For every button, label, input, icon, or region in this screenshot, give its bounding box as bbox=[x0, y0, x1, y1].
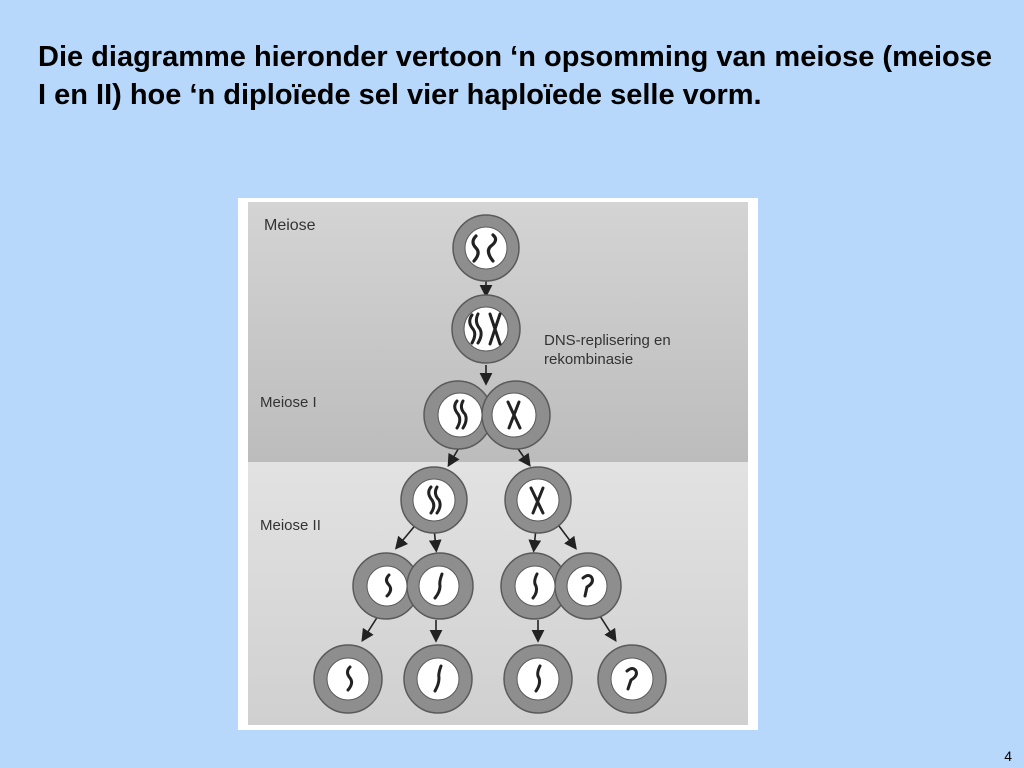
diagram-heading: Meiose bbox=[264, 217, 316, 234]
meiosis-2-cell-right bbox=[505, 467, 571, 533]
page-number: 4 bbox=[1004, 748, 1012, 764]
haploid-cell-3 bbox=[504, 645, 572, 713]
diploid-cell bbox=[453, 215, 519, 281]
stage-label-meiosis-1: Meiose I bbox=[260, 394, 317, 411]
stage-label-meiosis-2: Meiose II bbox=[260, 517, 321, 534]
slide-title: Die diagramme hieronder vertoon ‘n opsomming van meiose (meiose I en II) hoe ‘n diploïede sel vier haploïede selle vorm. bbox=[38, 41, 993, 111]
meiosis-2-cell-left bbox=[401, 467, 467, 533]
meiosis-diagram bbox=[238, 198, 758, 730]
haploid-cell-1 bbox=[314, 645, 382, 713]
replication-label-1: DNS-replisering en bbox=[544, 332, 671, 349]
haploid-cell-2 bbox=[404, 645, 472, 713]
meiosis-diagram-svg bbox=[238, 198, 758, 730]
haploid-cell-4 bbox=[598, 645, 666, 713]
replication-label-2: rekombinasie bbox=[544, 351, 634, 368]
replicated-cell bbox=[452, 295, 520, 363]
